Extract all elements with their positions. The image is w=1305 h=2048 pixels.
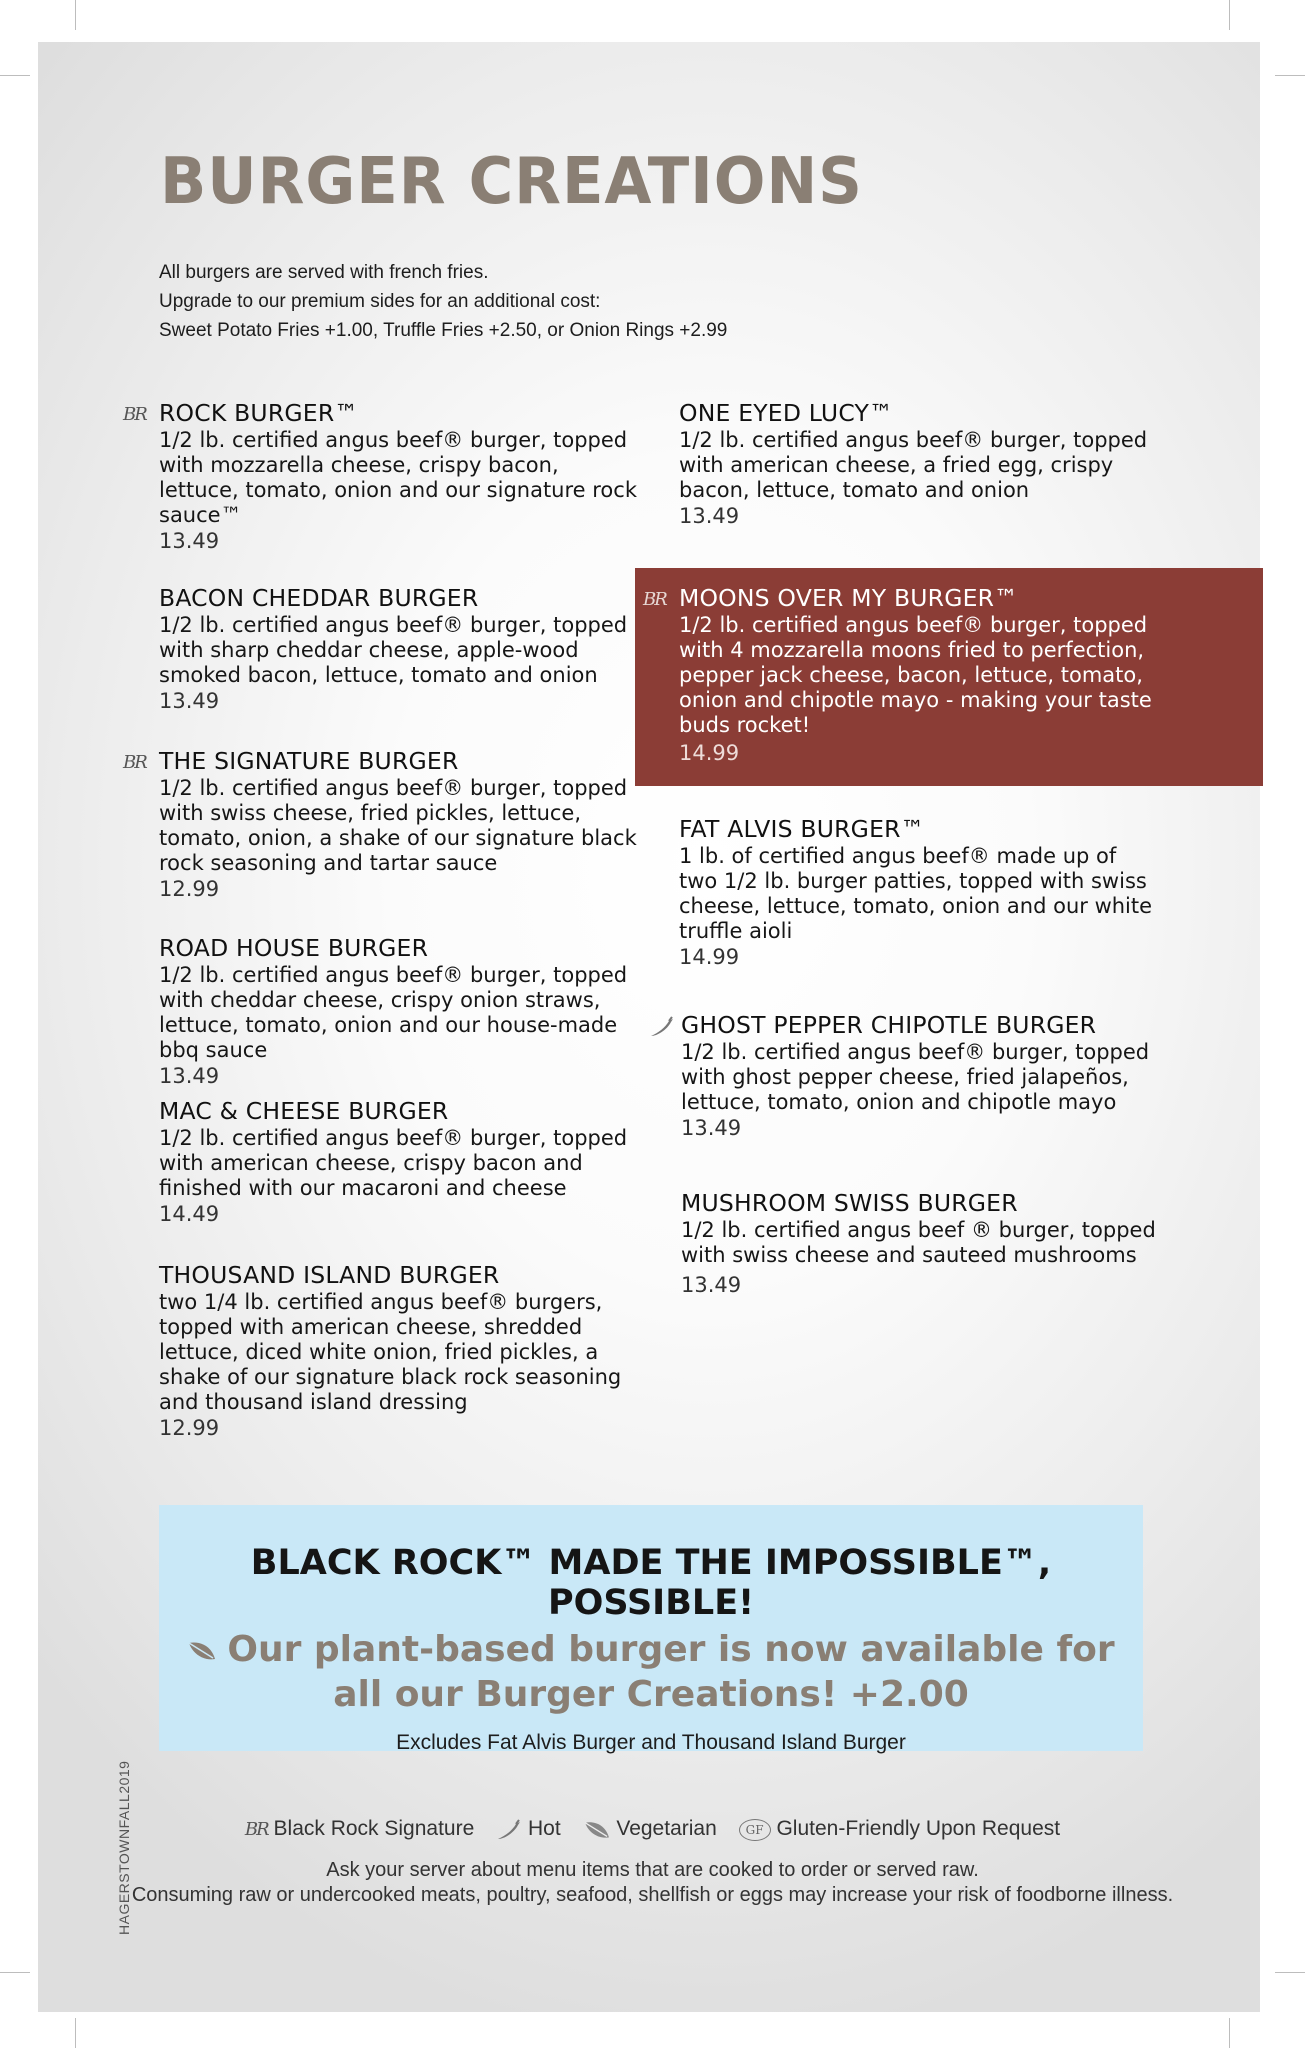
promo-note: Excludes Fat Alvis Burger and Thousand Island Burger	[396, 1731, 906, 1754]
promo-headline: BLACK ROCK™ MADE THE IMPOSSIBLE™, POSSIBLE!	[250, 1543, 1052, 1623]
crop-mark	[1275, 75, 1305, 76]
hot-pepper-icon	[496, 1819, 522, 1841]
menu-item-price: 12.99	[159, 877, 220, 901]
menu-item-featured[interactable]	[643, 583, 1179, 766]
menu-item-name: FAT ALVIS BURGER™	[679, 815, 925, 843]
menu-item-name: ROAD HOUSE BURGER	[159, 934, 429, 962]
legend-vegetarian	[583, 1817, 717, 1841]
crop-mark	[75, 2018, 76, 2048]
menu-item-name: GHOST PEPPER CHIPOTLE BURGER	[681, 1011, 1097, 1039]
crop-mark	[0, 75, 30, 76]
intro-text	[159, 258, 859, 345]
menu-item-name: MUSHROOM SWISS BURGER	[681, 1189, 1018, 1217]
disclaimer-line: Consuming raw or undercooked meats, poultry, seafood, shellfish or eggs may increase your risk of foodborne illness.	[131, 1884, 1174, 1906]
menu-item-name: BACON CHEDDAR BURGER	[159, 584, 479, 612]
menu-item-price: 14.99	[679, 945, 740, 969]
menu-item-price: 13.49	[681, 1116, 742, 1140]
legend-signature	[245, 1817, 474, 1841]
crop-mark	[75, 0, 76, 30]
menu-item-description: 1 lb. of certified angus beef® made up of two 1/2 lb. burger patties, topped with swiss cheese, lettuce, tomato, onion and our white truffle aioli	[679, 844, 1153, 943]
menu-item-description: 1/2 lb. certified angus beef® burger, topped with cheddar cheese, crispy onion straws, lettuce, tomato, onion and our house-made bbq sauce	[159, 963, 628, 1062]
menu-item[interactable]	[159, 583, 639, 714]
leaf-icon	[187, 1639, 217, 1663]
crop-mark	[1275, 1972, 1305, 1973]
print-code: HAGERSTOWNFALL2019	[116, 1760, 132, 1935]
intro-line: All burgers are served with french fries.	[159, 262, 489, 283]
menu-item-price: 13.49	[679, 504, 740, 528]
menu-item[interactable]	[123, 746, 639, 902]
plant-based-promo	[159, 1505, 1143, 1754]
gluten-friendly-icon: GF	[739, 1819, 771, 1841]
intro-line: Sweet Potato Fries +1.00, Truffle Fries +2.50, or Onion Rings +2.99	[159, 320, 728, 341]
legend-label: Gluten-Friendly Upon Request	[776, 1817, 1061, 1841]
menu-item-name: THOUSAND ISLAND BURGER	[159, 1261, 500, 1289]
menu-item-description: 1/2 lb. certified angus beef® burger, topped with american cheese, a fried egg, crispy bacon, lettuce, tomato and onion	[679, 428, 1148, 502]
crop-mark	[1229, 0, 1230, 30]
menu-item-description: 1/2 lb. certified angus beef® burger, topped with swiss cheese, fried pickles, lettuce, tomato, onion, a shake of our signature black rock seasoning and tartar sauce	[159, 776, 637, 875]
menu-item-description: two 1/4 lb. certified angus beef® burgers, topped with american cheese, shredded lettuce, diced white onion, fried pickles, a shake of our signature black rock seasoning and thousand island dressing	[159, 1290, 622, 1414]
hot-pepper-icon	[649, 1016, 675, 1038]
menu-item-name: ONE EYED LUCY™	[679, 399, 893, 427]
menu-item[interactable]	[679, 398, 1159, 529]
menu-item-description: 1/2 lb. certified angus beef® burger, topped with mozzarella cheese, crispy bacon, lettuce, tomato, onion and our signature rock sauce™	[159, 428, 637, 527]
menu-item-description: 1/2 lb. certified angus beef® burger, topped with 4 mozzarella moons fried to perfection, pepper jack cheese, bacon, lettuce, tomato, onion and chipotle mayo - making your taste buds rocket!	[679, 613, 1152, 737]
menu-item[interactable]	[123, 398, 639, 554]
crop-mark	[1229, 2018, 1230, 2048]
menu-item-description: 1/2 lb. certified angus beef® burger, topped with ghost pepper cheese, fried jalapeños, lettuce, tomato, onion and chipotle mayo	[681, 1040, 1150, 1114]
promo-line	[159, 1627, 1143, 1672]
legend-hot	[496, 1817, 561, 1841]
menu-item-description: 1/2 lb. certified angus beef ® burger, topped with swiss cheese and sauteed mushrooms	[681, 1218, 1156, 1267]
black-rock-signature-icon: BR	[123, 404, 146, 425]
food-safety-disclaimer	[0, 1858, 1305, 1908]
black-rock-signature-icon: BR	[244, 1819, 268, 1841]
legend-label: Vegetarian	[616, 1817, 717, 1841]
menu-item-price: 13.49	[681, 1273, 742, 1297]
menu-item-price: 13.49	[159, 689, 220, 713]
promo-line-1: Our plant-based burger is now available for	[227, 1629, 1115, 1670]
menu-item[interactable]	[679, 814, 1159, 970]
crop-mark	[0, 1972, 30, 1973]
featured-item-container	[635, 568, 1263, 786]
menu-item-name: ROCK BURGER™	[159, 399, 359, 427]
menu-item-name: THE SIGNATURE BURGER	[159, 747, 459, 775]
menu-item[interactable]	[159, 1260, 639, 1441]
menu-item-price: 13.49	[159, 529, 220, 553]
menu-item-name: MAC & CHEESE BURGER	[159, 1097, 449, 1125]
black-rock-signature-icon: BR	[123, 752, 146, 773]
legend-gluten-friendly	[739, 1817, 1061, 1841]
menu-item-price: 12.99	[159, 1416, 220, 1440]
menu-item-price: 13.49	[159, 1064, 220, 1088]
page-title: BURGER CREATIONS	[160, 145, 863, 219]
icon-legend	[0, 1817, 1305, 1841]
menu-item-name: MOONS OVER MY BURGER™	[679, 584, 1018, 612]
menu-item-description: 1/2 lb. certified angus beef® burger, topped with american cheese, crispy bacon and finished with our macaroni and cheese	[159, 1126, 628, 1200]
menu-item-price: 14.49	[159, 1202, 220, 1226]
legend-label: Hot	[527, 1817, 561, 1841]
black-rock-signature-icon: BR	[643, 589, 666, 610]
menu-item[interactable]	[159, 1096, 639, 1227]
menu-item[interactable]	[159, 933, 639, 1089]
leaf-icon	[583, 1819, 611, 1841]
menu-item[interactable]	[681, 1188, 1161, 1298]
menu-item[interactable]	[681, 1010, 1161, 1141]
intro-line: Upgrade to our premium sides for an additional cost:	[159, 291, 601, 312]
disclaimer-line: Ask your server about menu items that are cooked to order or served raw.	[326, 1859, 979, 1881]
menu-item-description: 1/2 lb. certified angus beef® burger, topped with sharp cheddar cheese, apple-wood smoked bacon, lettuce, tomato and onion	[159, 613, 628, 687]
promo-line-2: all our Burger Creations! +2.00	[333, 1674, 969, 1715]
legend-label: Black Rock Signature	[273, 1817, 475, 1841]
menu-item-price: 14.99	[679, 741, 740, 765]
